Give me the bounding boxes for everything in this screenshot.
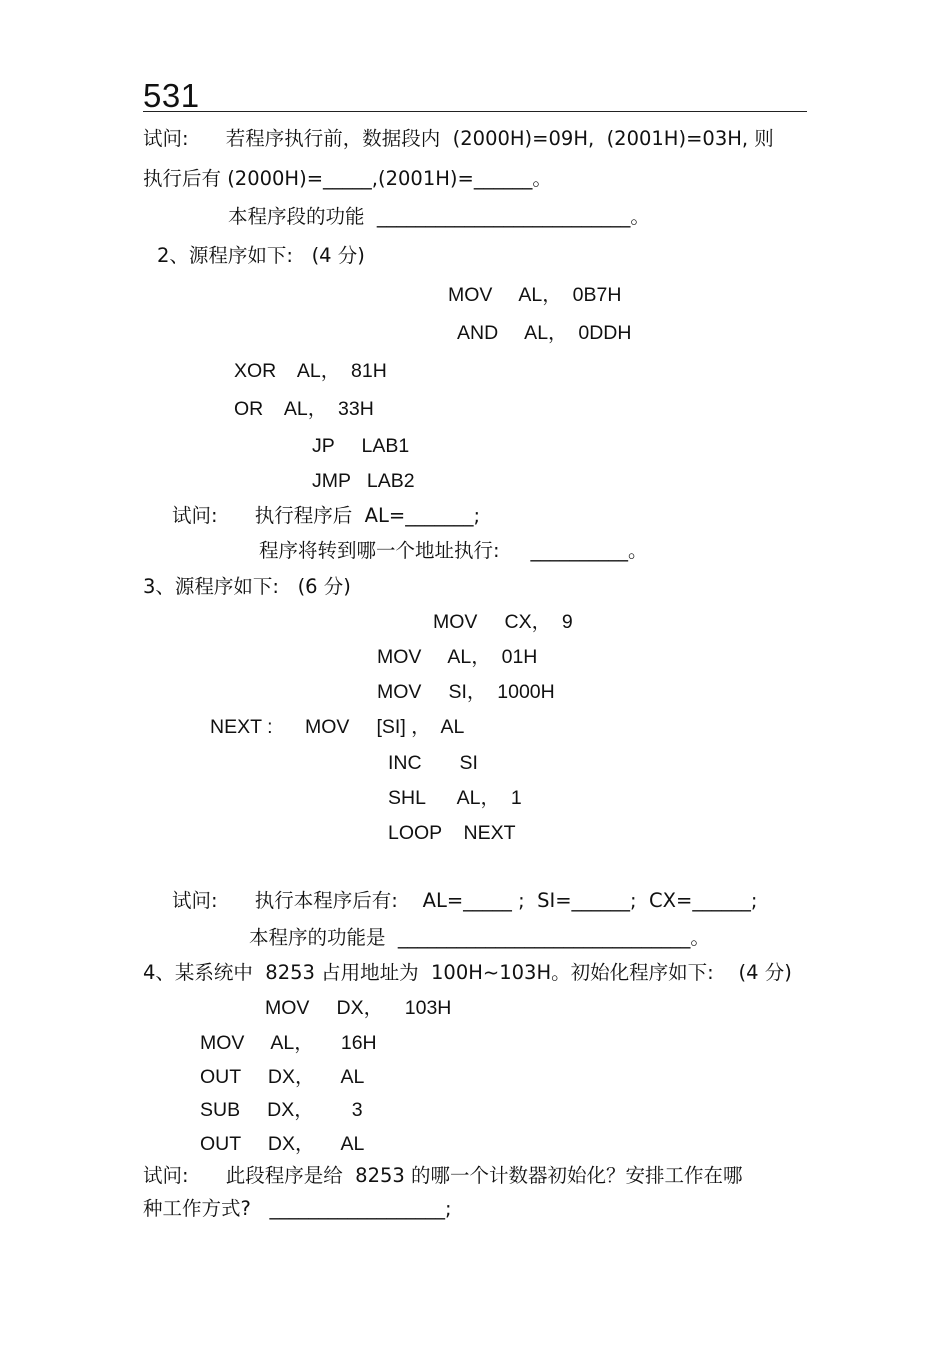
- q2-question-line-1: 试问: 执行程序后 AL=_______;: [172, 504, 481, 527]
- q3-question-line-1: 试问: 执行本程序后有: AL=_____ ; SI=______; CX=______;: [172, 889, 758, 912]
- q2-code-line: MOV AL， 0B7H: [448, 284, 622, 306]
- q1-question-line-1: 试问: 若程序执行前，数据段内 (2000H)=09H, (2001H)=03H, 则: [143, 127, 774, 150]
- q2-code-line: AND AL， 0DDH: [457, 322, 632, 344]
- q3-question-line-2: 本程序的功能是 ______________________________。: [249, 926, 710, 949]
- q4-code-line: OUT DX， AL: [200, 1133, 365, 1155]
- q3-code-line: MOV CX， 9: [433, 611, 573, 633]
- header-divider: [143, 111, 807, 112]
- q4-code-line: OUT DX， AL: [200, 1066, 365, 1088]
- q4-code-line: SUB DX， 3: [200, 1099, 363, 1121]
- q1-function-blank: 本程序段的功能 __________________________。: [228, 205, 650, 228]
- q4-question-line-1: 试问: 此段程序是给 8253 的哪一个计数器初始化？安排工作在哪: [143, 1164, 743, 1187]
- q2-code-line: OR AL， 33H: [234, 398, 374, 420]
- q3-code-line: NEXT : MOV [SI] ， AL: [210, 716, 465, 738]
- q4-code-line: MOV AL， 16H: [200, 1032, 377, 1054]
- q1-question-line-2: 执行后有 (2000H)=_____,(2001H)=______。: [143, 167, 552, 190]
- q2-code-line: JP LAB1: [312, 435, 410, 457]
- q3-code-line: INC SI: [388, 752, 478, 774]
- page-number: 531: [143, 77, 200, 114]
- q2-code-line: JMP LAB2: [312, 470, 415, 492]
- q2-code-line: XOR AL， 81H: [234, 360, 387, 382]
- q3-title: 3、源程序如下: (6 分): [143, 575, 351, 598]
- q3-code-line: MOV AL， 01H: [377, 646, 538, 668]
- q3-code-line: MOV SI， 1000H: [377, 681, 555, 703]
- q3-code-line: LOOP NEXT: [388, 822, 516, 844]
- q4-question-line-2: 种工作方式? __________________;: [143, 1197, 452, 1220]
- q4-title: 4、某系统中 8253 占用地址为 100H~103H。初始化程序如下: (4 分): [143, 961, 792, 984]
- q2-question-line-2: 程序将转到哪一个地址执行: __________。: [259, 539, 648, 562]
- q2-title: 2、源程序如下: (4 分): [157, 244, 365, 267]
- q4-code-line: MOV DX， 103H: [265, 997, 452, 1019]
- q3-code-line: SHL AL， 1: [388, 787, 522, 809]
